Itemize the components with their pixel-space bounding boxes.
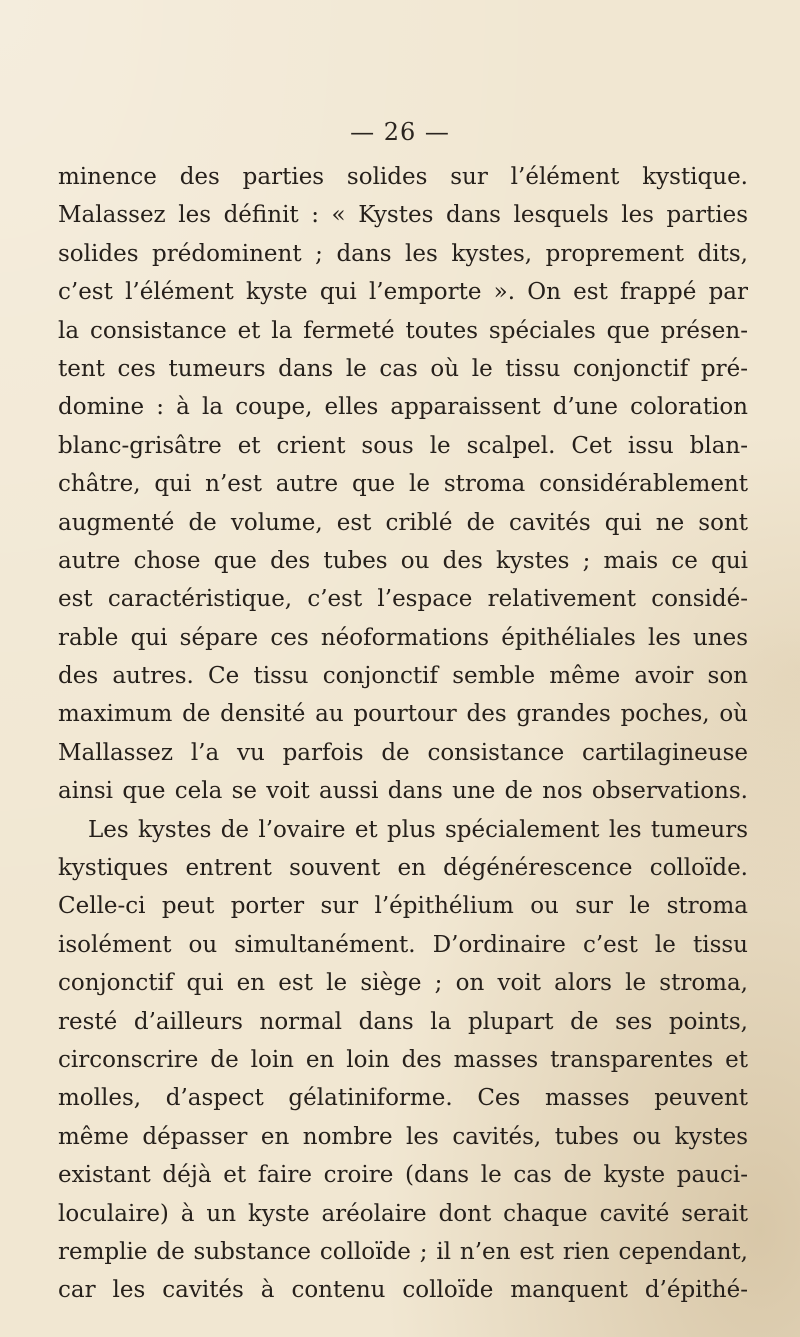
text-line: Les kystes de l’ovaire et plus spécialement les tumeurs [88, 816, 748, 843]
text-line: rable qui sépare ces néoformations épithéliales les unes [58, 624, 748, 651]
text-line: Malassez les définit : « Kystes dans lesquels les parties [58, 202, 748, 229]
text-line: solides prédominent ; dans les kystes, proprement dits, [58, 240, 748, 267]
text-line: maximum de densité au pourtour des grandes poches, où [58, 701, 748, 728]
text-line: circonscrire de loin en loin des masses transparentes et [58, 1046, 748, 1073]
text-line: Mallassez l’a vu parfois de consistance cartilagineuse [58, 739, 748, 766]
text-line: conjonctif qui en est le siège ; on voit alors le stroma, [58, 970, 748, 997]
body-text [58, 158, 748, 1310]
text-line: est caractéristique, c’est l’espace relativement considé- [58, 586, 748, 613]
text-line: loculaire) à un kyste aréolaire dont chaque cavité serait [58, 1200, 748, 1227]
text-line: ainsi que cela se voit aussi dans une de nos observations. [58, 778, 748, 805]
text-line: resté d’ailleurs normal dans la plupart de ses points, [58, 1008, 748, 1035]
text-line: remplie de substance colloïde ; il n’en est rien cependant, [58, 1238, 748, 1265]
text-line: autre chose que des tubes ou des kystes ; mais ce qui [58, 547, 748, 574]
text-line: domine : à la coupe, elles apparaissent d’une coloration [58, 394, 748, 421]
text-line: la consistance et la fermeté toutes spéciales que présen- [58, 317, 748, 344]
text-line: molles, d’aspect gélatiniforme. Ces masses peuvent [58, 1085, 748, 1112]
text-line: augmenté de volume, est criblé de cavités qui ne sont [58, 509, 748, 536]
text-line: isolément ou simultanément. D’ordinaire c’est le tissu [58, 931, 748, 958]
text-line: kystiques entrent souvent en dégénérescence colloïde. [58, 855, 748, 882]
text-line: Celle-ci peut porter sur l’épithélium ou sur le stroma [58, 893, 748, 920]
text-line: car les cavités à contenu colloïde manquent d’épithé- [58, 1277, 748, 1304]
text-line: des autres. Ce tissu conjonctif semble même avoir son [58, 663, 748, 690]
text-line: minence des parties solides sur l’élément kystique. [58, 164, 748, 190]
text-line: blanc-grisâtre et crient sous le scalpel. Cet issu blan- [58, 432, 748, 459]
text-line: existant déjà et faire croire (dans le cas de kyste pauci- [58, 1162, 748, 1189]
page-number: — 26 — [350, 118, 450, 146]
text-line: châtre, qui n’est autre que le stroma considérablement [58, 471, 748, 498]
text-line: c’est l’élément kyste qui l’emporte ». On est frappé par [58, 279, 748, 306]
text-line: tent ces tumeurs dans le cas où le tissu conjonctif pré- [58, 355, 748, 382]
text-line: même dépasser en nombre les cavités, tubes ou kystes [58, 1123, 748, 1150]
